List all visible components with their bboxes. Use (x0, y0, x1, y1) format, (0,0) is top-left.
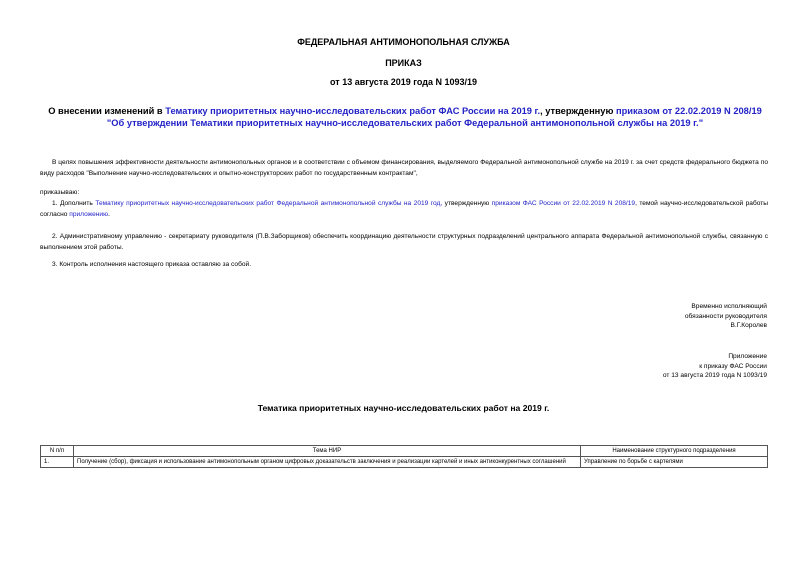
appendix-line-2: к приказу ФАС России (699, 362, 767, 370)
item-1-text-d: . (108, 211, 110, 218)
agency-name: ФЕДЕРАЛЬНАЯ АНТИМОНОПОЛЬНАЯ СЛУЖБА (297, 37, 510, 47)
title-link-order[interactable]: приказом от 22.02.2019 N 208/19 "Об утверждении Тематики приоритетных научно-исследовательских работ Федеральной антимонопольной службы на 2019 г." (106, 106, 762, 128)
table-cell-department: Управление по борьбе с картелями (581, 457, 768, 468)
signature-line-1: Временно исполняющий (691, 303, 767, 310)
signature-name: В.Г.Королев (730, 322, 767, 329)
order-title (40, 105, 770, 129)
paragraph-preamble: В целях повышения эффективности деятельности антимонопольных органов и в соответствии с объемом финансирования, выделяемого Федеральной антимонопольной службе на 2019 г. за счет средств федерального бюджета по виду расходов "Выполнение научно-исследовательских и опытно-конструкторских работ по государственным контрактам", (40, 159, 768, 177)
signature-block (685, 302, 767, 331)
title-link-topics[interactable]: Тематику приоритетных научно-исследовательских работ ФАС России на 2019 г. (165, 106, 541, 116)
paragraph-item-3: 3. Контроль исполнения настоящего приказа оставляю за собой. (52, 261, 252, 268)
appendix-line-1: Приложение (728, 353, 767, 360)
item-1-link-appendix[interactable]: приложению (69, 211, 109, 218)
order-date-number: от 13 августа 2019 года N 1093/19 (330, 77, 477, 87)
appendix-title: Тематика приоритетных научно-исследовательских работ на 2019 г. (257, 403, 550, 413)
appendix-header (663, 352, 767, 381)
item-1-link-order[interactable]: приказом ФАС России от 22.02.2019 N 208/19 (491, 200, 636, 207)
paragraph-item-2: 2. Административному управлению - секретариату руководителя (П.В.Заборщиков) обеспечить координацию деятельности структурных подразделений центрального аппарата Федеральной антимонопольной службы, связанную с выполнением этой работы. (40, 233, 768, 251)
title-text-2: , утвержденную (540, 106, 616, 116)
table-row (41, 457, 768, 468)
table-cell-number: 1. (41, 457, 74, 468)
table-header-topic: Тема НИР (74, 446, 581, 457)
appendix-line-3: от 13 августа 2019 года N 1093/19 (662, 372, 767, 379)
item-1-text-b: утвержденную (442, 200, 492, 207)
table-header-row (41, 446, 768, 457)
table-header-number: N п/п (41, 446, 74, 457)
topics-table (40, 445, 768, 468)
table-header-department: Наименование структурного подразделения (581, 446, 768, 457)
item-1-link-topics[interactable]: Тематику приоритетных научно-исследовательских работ Федеральной антимонопольной службы на 2019 год, (95, 200, 443, 207)
paragraph-order-word: приказываю: (40, 189, 80, 196)
signature-line-2: обязанности руководителя (684, 312, 767, 320)
item-1-text-a: 1. Дополнить (52, 200, 96, 207)
paragraph-item-1 (40, 198, 768, 220)
title-text-1: О внесении изменений в (48, 106, 166, 116)
table-cell-topic: Получение (сбор), фиксация и использование антимонопольным органом цифровых доказательств заключения и реализации картелей и иных антиконкурентных соглашений (74, 457, 581, 468)
item-1-text-c: , темой научно-исследовательской работы согласно (40, 200, 769, 218)
doc-type: ПРИКАЗ (385, 58, 422, 68)
